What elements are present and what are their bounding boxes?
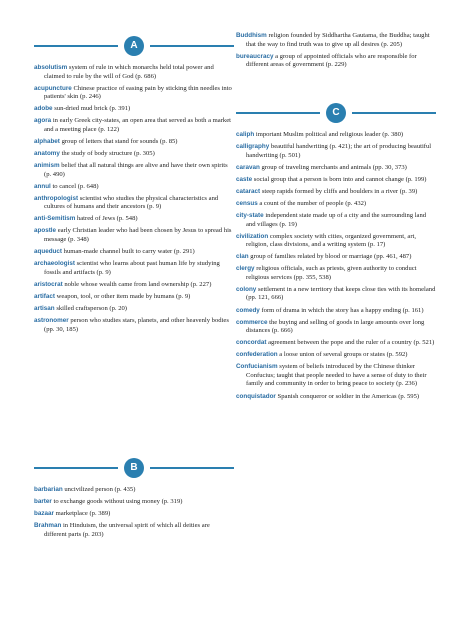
- glossary-term: clan: [236, 253, 249, 261]
- glossary-definition: complex society with cities, organized government, art, religion, class divisions, and a writing system (p. 17): [246, 232, 417, 249]
- glossary-term: anti-Semitism: [34, 215, 76, 223]
- glossary-term: artisan: [34, 304, 55, 312]
- section-c: [236, 103, 436, 405]
- divider-rule: [150, 467, 234, 469]
- glossary-entry: [34, 248, 234, 257]
- glossary-term: annul: [34, 182, 51, 190]
- glossary-entry: [34, 138, 234, 147]
- glossary-definition: hatred of Jews (p. 548): [76, 215, 138, 223]
- glossary-entry: [236, 131, 436, 140]
- glossary-term: conquistador: [236, 392, 276, 400]
- glossary-term: Confucianism: [236, 363, 278, 371]
- glossary-definition: weapon, tool, or other item made by humans (p. 9): [56, 292, 191, 300]
- glossary-definition: a count of the number of people (p. 432): [259, 199, 367, 207]
- glossary-term: bazaar: [34, 510, 54, 518]
- glossary-definition: form of drama in which the story has a happy ending (p. 161): [261, 306, 424, 314]
- glossary-definition: marketplace (p. 389): [55, 510, 111, 518]
- glossary-term: astronomer: [34, 317, 69, 324]
- glossary-entry: [236, 164, 436, 173]
- glossary-entry: [236, 253, 436, 262]
- glossary-term: animism: [34, 162, 60, 170]
- glossary-definition: religious officials, such as priests, given authority to conduct religious services (pp. 355, 538): [246, 265, 417, 281]
- glossary-term: caravan: [236, 163, 260, 171]
- glossary-definition: in early Greek city-states, an open area that served as both a market and a meeting place (p. 122): [44, 117, 231, 133]
- glossary-definition: a group of appointed officials who are responsible for different areas of government (p. 229): [246, 52, 417, 69]
- glossary-entry: [236, 286, 436, 303]
- glossary-term: calligraphy: [236, 143, 270, 151]
- glossary-entry: [34, 105, 234, 114]
- glossary-term: caste: [236, 175, 253, 183]
- glossary-term: commerce: [236, 318, 268, 326]
- glossary-definition: Chinese practice of easing pain by sticking thin needles into patients' skin (p. 246): [44, 84, 232, 101]
- glossary-definition: skilled craftsperson (p. 20): [56, 304, 127, 312]
- glossary-term: caliph: [236, 131, 255, 138]
- glossary-term: aristocrat: [34, 280, 63, 288]
- glossary-entry: [34, 183, 234, 192]
- glossary-definition: settlement in a new territory that keeps close ties with its homeland (pp. 121, 666): [246, 285, 436, 302]
- glossary-definition: to exchange goods without using money (p. 319): [53, 498, 183, 506]
- glossary-entry: [34, 64, 234, 81]
- glossary-term: Brahman: [34, 522, 62, 530]
- glossary-definition: to cancel (p. 648): [52, 182, 99, 190]
- glossary-entry: [236, 32, 436, 49]
- glossary-list: [34, 64, 234, 334]
- glossary-entry: [34, 85, 234, 102]
- glossary-definition: noble whose wealth came from land ownership (p. 227): [64, 280, 212, 288]
- glossary-definition: Spanish conqueror or soldier in the Americas (p. 595): [277, 392, 420, 400]
- glossary-term: census: [236, 199, 258, 207]
- letter-badge: B: [124, 458, 144, 478]
- glossary-term: cataract: [236, 187, 261, 195]
- glossary-definition: human-made channel built to carry water (p. 291): [63, 248, 195, 256]
- glossary-entry: [236, 363, 436, 389]
- glossary-entry: [34, 227, 234, 244]
- letter-badge: A: [124, 36, 144, 56]
- section-a: [34, 36, 234, 338]
- glossary-definition: steep rapids formed by cliffs and boulders in a river (p. 39): [261, 187, 418, 195]
- glossary-term: colony: [236, 285, 257, 293]
- glossary-definition: the buying and selling of goods in large amounts over long distances (p. 666): [246, 318, 425, 335]
- glossary-term: clergy: [236, 265, 255, 273]
- divider-rule: [34, 45, 118, 47]
- glossary-entry: [34, 281, 234, 290]
- glossary-definition: beautiful handwriting (p. 421); the art of producing beautiful handwriting (p. 501): [246, 143, 432, 159]
- glossary-term: acupuncture: [34, 84, 72, 92]
- glossary-definition: belief that all natural things are alive and have their own spirits (p. 490): [44, 162, 228, 178]
- glossary-definition: scientist who learns about past human life by studying fossils and artifacts (p. 9): [44, 260, 220, 276]
- letter-header-b: [34, 458, 234, 478]
- glossary-definition: group of letters that stand for sounds (p. 85): [61, 137, 178, 145]
- section-b: [34, 458, 234, 543]
- glossary-entry: [34, 195, 234, 212]
- glossary-entry: [34, 305, 234, 314]
- glossary-entry: [34, 162, 234, 179]
- glossary-entry: [236, 307, 436, 316]
- glossary-definition: person who studies stars, planets, and other heavenly bodies (pp. 30, 185): [44, 317, 229, 333]
- glossary-definition: religion founded by Siddhartha Gautama, the Buddha; taught that the way to find truth was to give up all desires (p. 205): [246, 32, 430, 48]
- glossary-definition: independent state made up of a city and the surrounding land and villages (p. 19): [246, 212, 427, 228]
- glossary-entry: [236, 319, 436, 336]
- glossary-term: civilization: [236, 232, 269, 240]
- glossary-term: Buddhism: [236, 32, 267, 39]
- divider-rule: [34, 467, 118, 469]
- glossary-entry: [34, 498, 234, 507]
- glossary-entry: [34, 260, 234, 277]
- glossary-list: [34, 486, 234, 539]
- glossary-definition: sun-dried mud brick (p. 391): [54, 105, 131, 113]
- glossary-term: anthropologist: [34, 194, 79, 202]
- glossary-term: adobe: [34, 105, 53, 113]
- divider-rule: [150, 45, 234, 47]
- glossary-term: concordat: [236, 339, 267, 347]
- glossary-definition: scientist who studies the physical characteristics and cultures of humans and their ancestors (p. 9): [44, 194, 219, 211]
- glossary-entry: [236, 393, 436, 402]
- glossary-list: [236, 131, 436, 401]
- glossary-entry: [236, 351, 436, 360]
- glossary-term: absolutism: [34, 64, 68, 71]
- glossary-definition: social group that a person is born into and cannot change (p. 199): [253, 175, 427, 183]
- glossary-list-continued: [236, 32, 436, 73]
- glossary-term: archaeologist: [34, 260, 75, 268]
- glossary-definition: group of traveling merchants and animals (pp. 30, 373): [261, 163, 407, 171]
- letter-badge: C: [326, 103, 346, 123]
- glossary-entry: [236, 188, 436, 197]
- divider-rule: [352, 112, 436, 114]
- glossary-entry: [236, 339, 436, 348]
- letter-header-a: [34, 36, 234, 56]
- glossary-definition: system of beliefs introduced by the Chinese thinker Confucius; taught that people needed to have a sense of duty to their family and community in order to bring peace to society (p. 236): [246, 363, 427, 388]
- glossary-definition: in Hinduism, the universal spirit of which all deities are different parts (p. 203): [44, 522, 210, 538]
- glossary-entry: [34, 510, 234, 519]
- glossary-definition: important Muslim political and religious leader (p. 380): [255, 131, 404, 138]
- glossary-term: alphabet: [34, 137, 60, 145]
- glossary-term: barbarian: [34, 486, 63, 493]
- glossary-entry: [236, 265, 436, 282]
- glossary-term: confederation: [236, 351, 278, 359]
- glossary-definition: a loose union of several groups or states (p. 592): [279, 351, 408, 359]
- glossary-term: aqueduct: [34, 248, 62, 256]
- glossary-entry: [34, 215, 234, 224]
- glossary-entry: [34, 522, 234, 539]
- glossary-term: artifact: [34, 292, 55, 300]
- glossary-definition: system of rule in which monarchs held total power and claimed to rule by the will of God (p. 686): [44, 64, 214, 80]
- glossary-entry: [34, 117, 234, 134]
- glossary-entry: [34, 150, 234, 159]
- glossary-term: barter: [34, 498, 52, 506]
- glossary-entry: [34, 293, 234, 302]
- glossary-entry: [236, 53, 436, 70]
- glossary-term: agora: [34, 117, 52, 125]
- glossary-entry: [236, 212, 436, 229]
- glossary-entry: [236, 143, 436, 160]
- glossary-definition: the study of body structure (p. 305): [61, 149, 155, 157]
- glossary-term: apostle: [34, 227, 57, 235]
- glossary-entry: [34, 317, 234, 334]
- glossary-term: city-state: [236, 212, 264, 220]
- glossary-entry: [34, 486, 234, 495]
- letter-header-c: [236, 103, 436, 123]
- glossary-entry: [236, 200, 436, 209]
- glossary-term: bureaucracy: [236, 52, 274, 60]
- glossary-term: comedy: [236, 306, 260, 314]
- glossary-definition: group of families related by blood or marriage (pp. 461, 487): [250, 253, 412, 261]
- glossary-definition: early Christian leader who had been chosen by Jesus to spread his message (p. 348): [44, 227, 232, 243]
- glossary-term: anatomy: [34, 149, 60, 157]
- glossary-entry: [236, 176, 436, 185]
- divider-rule: [236, 112, 320, 114]
- glossary-entry: [236, 233, 436, 250]
- glossary-definition: agreement between the pope and the ruler of a country (p. 521): [268, 339, 435, 347]
- glossary-definition: uncivilized person (p. 435): [64, 486, 136, 493]
